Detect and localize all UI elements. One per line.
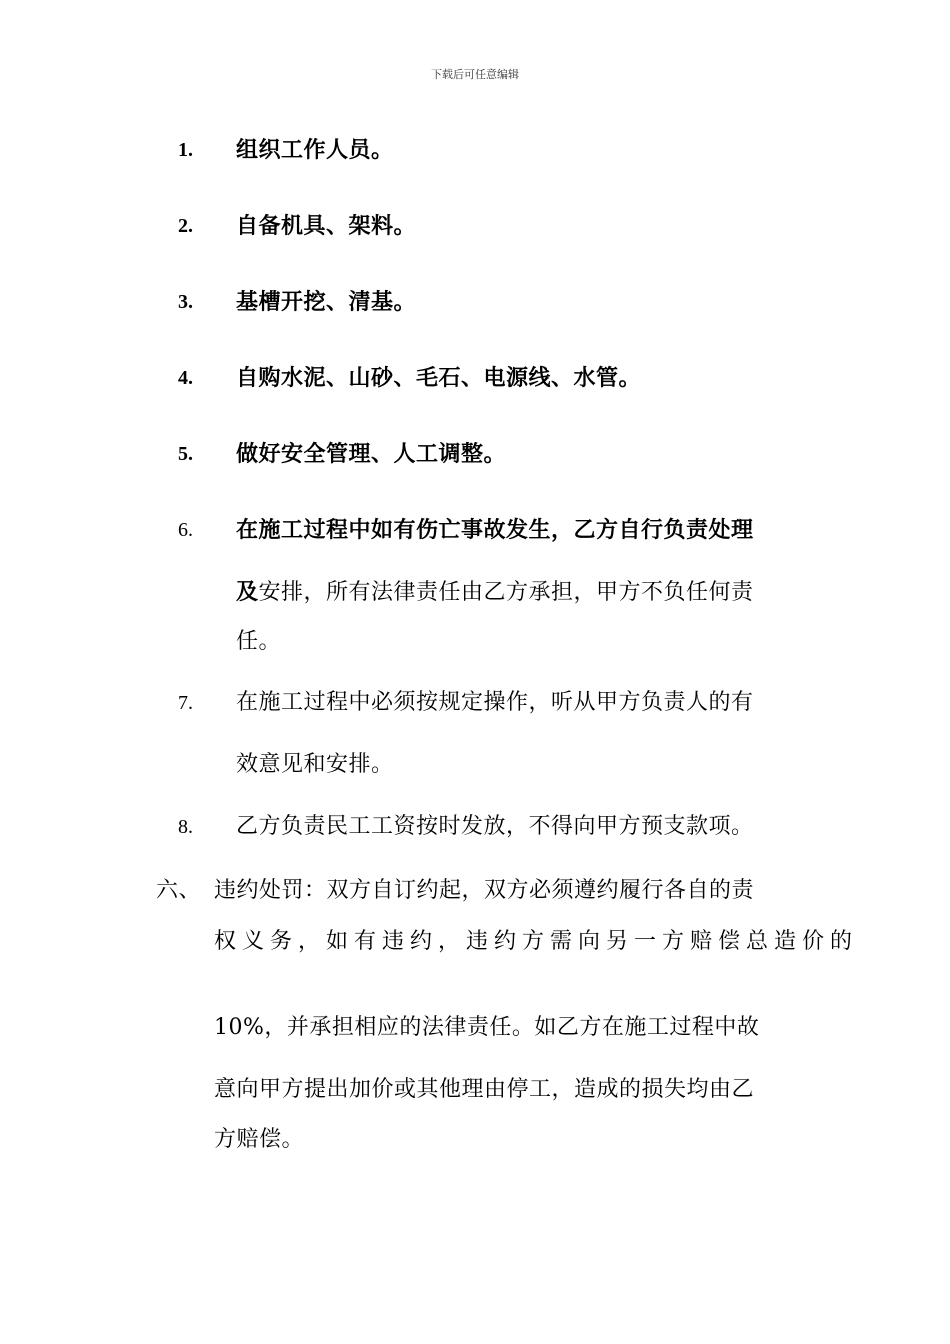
list-number: 8. [178,816,193,838]
page-header: 下载后可任意编辑 [431,68,519,81]
list-item-text: 在施工过程中必须按规定操作，听从甲方负责人的有 [236,690,754,715]
list-number: 1. [178,139,193,161]
list-number: 6. [178,519,193,541]
list-item-text: 组织工作人员。 [236,137,394,163]
section-text-continued: 权义务，如有违约，违约方需向另一方赔偿总造价的 [214,929,859,954]
bold-segment: 及 [236,579,259,605]
list-number: 4. [178,367,193,389]
section-number: 六、 [156,878,202,903]
list-item-text-continued [236,577,754,608]
section-text-continued: 10%，并承担相应的法律责任。如乙方在施工过程中故 [214,1015,760,1040]
list-item-text: 自备机具、架料。 [236,213,417,239]
list-number: 2. [178,215,193,237]
section-text-continued: 方赔偿。 [214,1127,305,1152]
list-number: 3. [178,291,193,313]
list-item-text: 在施工过程中如有伤亡事故发生，乙方自行负责处理 [236,517,754,543]
normal-segment: 安排，所有法律责任由乙方承担，甲方不负任何责 [258,580,754,605]
section-text: 违约处罚：双方自订约起，双方必须遵约履行各自的责 [214,878,755,903]
list-item-text: 基槽开挖、清基。 [236,289,417,315]
list-item-text: 做好安全管理、人工调整。 [236,441,507,467]
list-item-text: 自购水泥、山砂、毛石、电源线、水管。 [236,365,642,391]
list-item-text: 乙方负责民工工资按时发放，不得向甲方预支款项。 [236,814,754,839]
list-number: 5. [178,443,193,465]
list-item-text-continued: 任。 [236,629,282,654]
section-text-continued: 意向甲方提出加价或其他理由停工，造成的损失均由乙 [214,1077,755,1102]
list-item-text-continued: 效意见和安排。 [236,752,394,777]
list-number: 7. [178,692,193,714]
